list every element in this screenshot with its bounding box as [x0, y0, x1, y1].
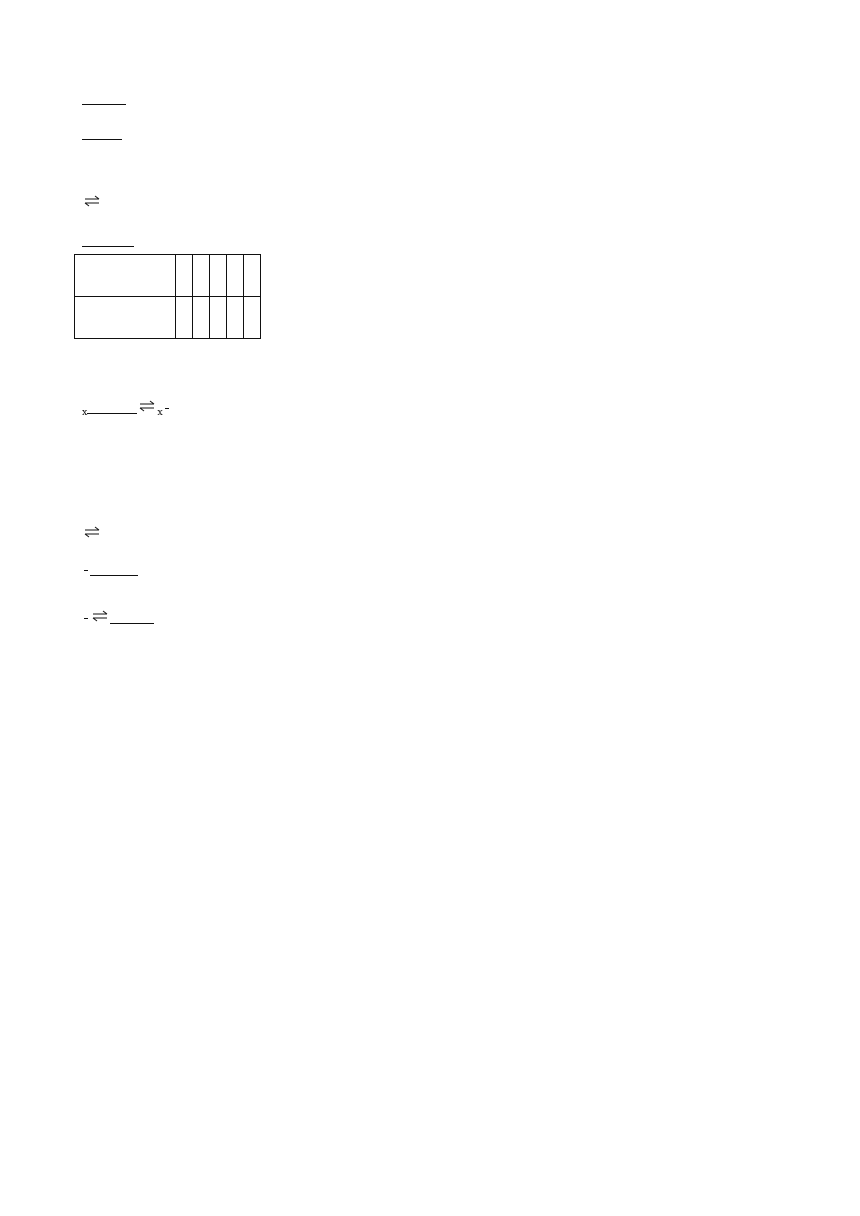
table-header: [227, 255, 244, 297]
lnk-vs-inverse-temperature-chart: [78, 676, 288, 822]
answer-blank[interactable]: [90, 561, 138, 576]
answer-blank[interactable]: [82, 90, 126, 105]
text-line: $_x$ $_x$: [82, 390, 171, 431]
answer-blank[interactable]: [87, 399, 137, 414]
table-header: [176, 255, 193, 297]
equilibrium-arrow-icon: [92, 610, 108, 624]
text-line: [82, 89, 126, 109]
answer-blank[interactable]: [82, 232, 134, 247]
table-row: [75, 297, 261, 339]
inverse-temperature-fraction: [84, 618, 88, 619]
table-cell: [75, 297, 176, 339]
table-header: [193, 255, 210, 297]
bond-energy-table: [74, 254, 261, 339]
table-cell: [227, 297, 244, 339]
table-cell: [176, 297, 193, 339]
table-header: [244, 255, 261, 297]
table-header: [210, 255, 227, 297]
text-line: [82, 124, 122, 144]
inverse-temperature-fraction: [84, 570, 88, 571]
table-row: [75, 255, 261, 297]
text-line: [82, 228, 134, 251]
equilibrium-constant-fraction: [165, 408, 169, 409]
equilibrium-arrow-icon: [84, 195, 100, 209]
table-cell: [244, 297, 261, 339]
text-line: [82, 521, 102, 549]
text-line: [82, 193, 102, 218]
table-cell: [210, 297, 227, 339]
table-header: [75, 255, 176, 297]
equilibrium-arrow-icon: [139, 400, 155, 414]
text-line: [82, 600, 154, 641]
intermediate-ratio-chart: [76, 898, 376, 1070]
text-line: [82, 552, 138, 588]
answer-blank[interactable]: [110, 609, 154, 624]
answer-blank[interactable]: [82, 125, 122, 140]
equilibrium-arrow-icon: [84, 526, 100, 540]
table-cell: [193, 297, 210, 339]
